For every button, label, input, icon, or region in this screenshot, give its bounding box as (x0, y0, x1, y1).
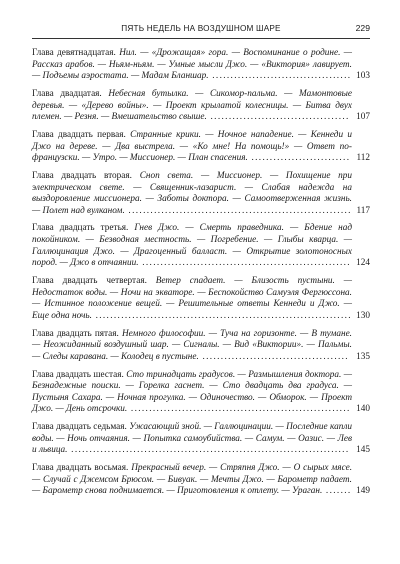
chapter-summary: Сто тринадцать градусов. — Размышления доктора. — Безнадежные поиски. — Горелка гаснет. — Сто двадцать два градуса. — Пустыня Сахара. — Ночная прогулка. — Одиночество. — Обморок. — Проект Джо. — День отсрочки. (32, 369, 352, 415)
chapter-title: Глава двадцать пятая. (32, 328, 119, 339)
chapter-title: Глава двадцать третья. (32, 223, 129, 234)
leader-dots: ....... (322, 486, 352, 497)
chapter-title: Глава двадцать первая. (32, 129, 126, 140)
chapter-summary: Гнев Джо. — Смерть праведника. — Бдение над покойником. — Безводная местность. — Погребение. — Глыбы кварца. — Галлюцинация Джо. — Драгоценный балласт. — Открытие золотоносных пород. — Джо в отчаянии. (32, 223, 353, 269)
entry-page-number: 149 (356, 486, 370, 497)
toc-entry (32, 130, 370, 165)
chapter-title: Глава двадцатая. (32, 88, 102, 99)
toc-entry (32, 463, 370, 498)
page-number: 229 (355, 23, 370, 33)
entry-page-number: 124 (356, 258, 370, 269)
toc-entry (32, 89, 370, 124)
entry-page-number: 117 (356, 205, 370, 216)
leader-dots: ............................................................. (124, 205, 352, 216)
toc-entry (32, 48, 370, 83)
chapter-summary: Немного философии. — Туча на горизонте. — В тумане. — Неожиданный воздушный шар. — Сигналы. — Вид «Виктории». — Пальмы. — Следы каравана. — Колодец в пустыне. (32, 328, 352, 362)
chapter-title: Глава девятнадцатая. (32, 48, 116, 58)
chapter-title: Глава двадцать шестая. (32, 369, 124, 380)
entry-page-number: 112 (356, 153, 370, 164)
entry-page-number: 103 (356, 71, 370, 82)
leader-dots: ............................................................................ (67, 445, 350, 456)
toc-entry (32, 223, 370, 269)
leader-dots: ...................................... (206, 112, 350, 123)
toc-entry (32, 370, 370, 416)
chapter-title: Глава двадцать вторая. (32, 170, 132, 181)
leader-dots: ...................................................................... (91, 310, 352, 321)
chapter-summary: Ужасающий зной. — Галлюцинации. — Последние капли воды. — Ночь отчаяния. — Попытка самоубийства. — Самум. — Оазис. — Лев и львица. (32, 422, 353, 456)
toc-entry (32, 171, 370, 217)
entry-page-number: 107 (356, 112, 370, 123)
leader-dots: ......................................................... (138, 258, 351, 269)
leader-dots: ........................................ (198, 351, 349, 362)
leader-dots: ............................................................ (127, 404, 351, 415)
chapter-summary: Ветер спадает. — Близость пустыни. — Недостаток воды. — Ночи на экваторе. — Беспокойство Самуэля Фергюссона. — Истинное положение вещей. — Решительные ответы Кеннеди и Джо. — Еще одна ночь. (32, 276, 352, 321)
chapter-summary: Нил. — «Дрожащая» гора. — Воспоминание о родине. — Рассказ арабов. — Ньям-ньям. — Умные мысли Джо. — «Виктория» лавирует. — Подъемы аэростата. — Мадам Бланшар. (32, 48, 352, 82)
page-header (32, 0, 370, 39)
chapter-title: Глава двадцать четвертая. (32, 276, 147, 287)
entry-page-number: 130 (356, 310, 370, 321)
entry-page-number: 145 (356, 445, 370, 456)
leader-dots: ........................... (247, 153, 351, 164)
chapter-summary: Странные крики. — Ночное нападение. — Кеннеди и Джо на дереве. — Два выстрела. — «Ко мне! На помощь!» — Ответ по-французски. — Утро. — Миссионер. — План спасения. (32, 129, 352, 164)
chapter-summary: Небесная бутылка. — Сикомор-пальма. — Мамонтовые деревья. — «Дерево войны». — Проект крылатой колесницы. — Битва двух племен. — Резня. — Вмешательство свыше. (32, 88, 353, 123)
chapter-title: Глава двадцать седьмая. (32, 422, 127, 433)
chapter-summary: Сноп света. — Миссионер. — Похищение при электрическом свете. — Священник-лазарист. — Слабая надежда на выздоровление миссионера. — Заботы доктора. — Самоотверженная жизнь. — Полет над вулканом. (32, 170, 353, 216)
chapter-summary: Прекрасный вечер. — Стряпня Джо. — О сырых мясе. — Случай с Джемсом Брюсом. — Бивуак. — Мечты Джо. — Барометр падает. — Барометр снова поднимается. — Приготовления к отлету. — Ураган. (32, 463, 353, 497)
running-title: ПЯТЬ НЕДЕЛЬ НА ВОЗДУШНОМ ШАРЕ (121, 24, 281, 33)
toc-entry (32, 276, 370, 322)
toc-entry (32, 422, 370, 457)
entry-page-number: 140 (356, 404, 370, 415)
table-of-contents (32, 48, 370, 504)
entry-page-number: 135 (356, 351, 370, 362)
leader-dots: ...................................... (208, 71, 352, 82)
toc-entry (32, 329, 370, 364)
chapter-title: Глава двадцать восьмая. (32, 463, 129, 474)
